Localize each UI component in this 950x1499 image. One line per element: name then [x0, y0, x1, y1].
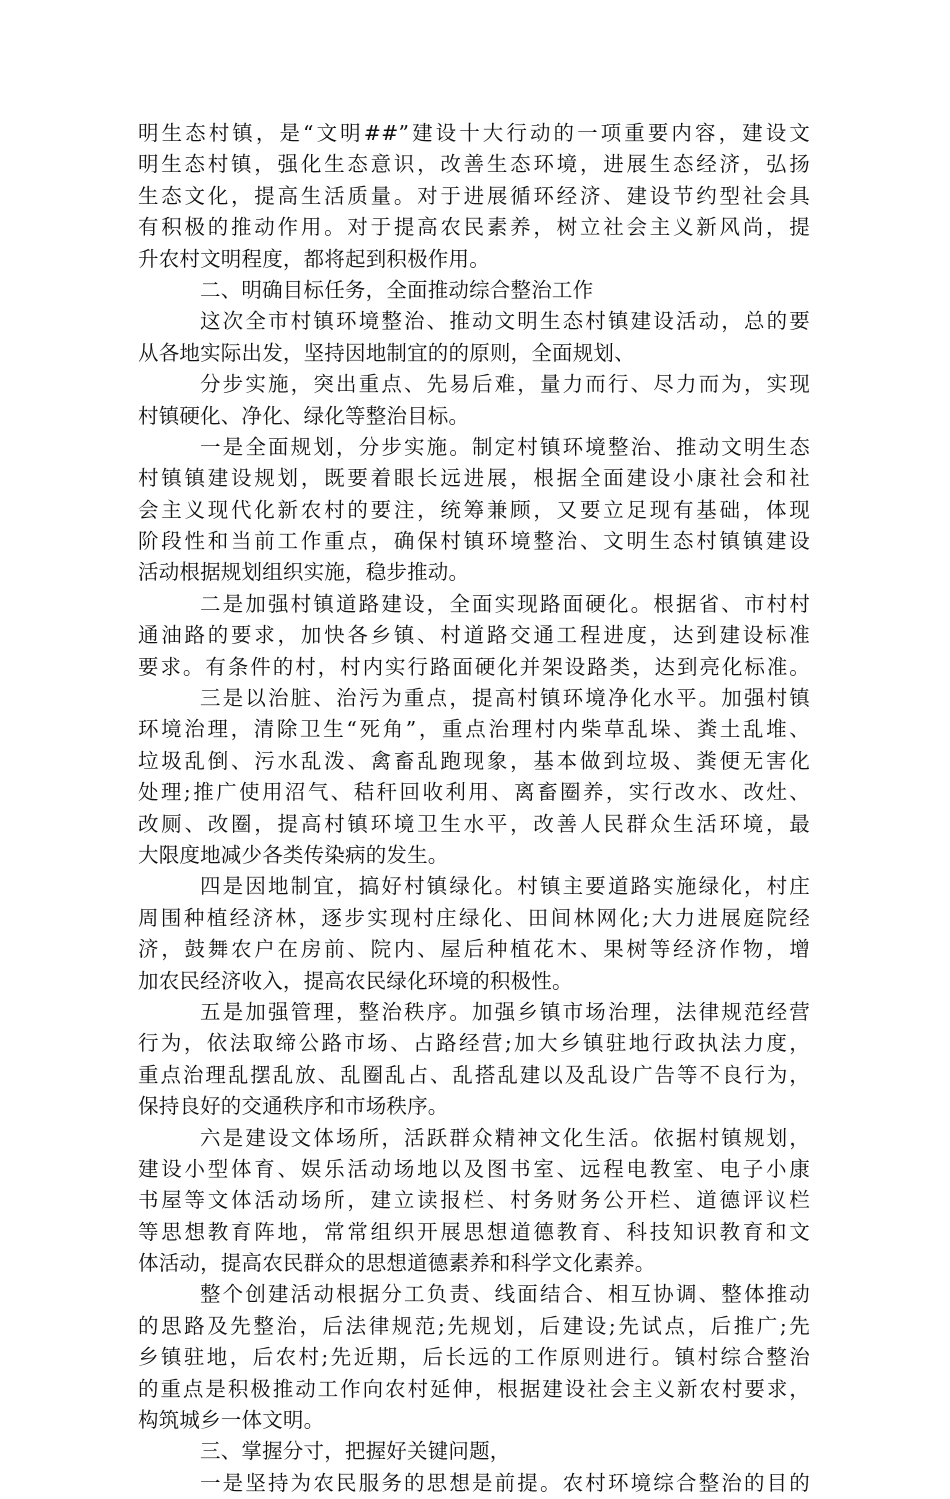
text-line: 建设小型体育、娱乐活动场地以及图书室、远程电教室、电子小康 [138, 1156, 810, 1181]
text-line: 济，鼓舞农户在房前、院内、屋后种植花木、果树等经济作物，增 [138, 937, 810, 962]
text-line: 处理;推广使用沼气、秸秆回收利用、离畜圈养，实行改水、改灶、 [138, 780, 810, 805]
text-line: 这次全市村镇环境整治、推动文明生态村镇建设活动，总的要 [200, 309, 810, 334]
text-line: 从各地实际出发，坚持因地制宜的的原则，全面规划、 [138, 340, 635, 365]
text-line: 六是建设文体场所，活跃群众精神文化生活。依据村镇规划， [200, 1125, 810, 1150]
text-line: 三、掌握分寸，把握好关键问题， [200, 1439, 511, 1464]
text-line: 生态文化，提高生活质量。对于进展循环经济、建设节约型社会具 [138, 183, 810, 208]
text-line: 活动根据规划组织实施，稳步推动。 [138, 560, 470, 585]
document-body [138, 118, 810, 1499]
text-line: 书屋等文体活动场所，建立读报栏、村务财务公开栏、道德评议栏 [138, 1188, 810, 1213]
text-line: 行为，依法取缔公路市场、占路经营;加大乡镇驻地行政执法力度， [138, 1031, 810, 1056]
text-line: 等思想教育阵地，常常组织开展思想道德教育、科技知识教育和文 [138, 1219, 810, 1244]
text-line: 周围种植经济林，逐步实现村庄绿化、田间林网化;大力进展庭院经 [138, 905, 810, 930]
text-line: 一是全面规划，分步实施。制定村镇环境整治、推动文明生态 [200, 434, 810, 459]
text-line: 二是加强村镇道路建设，全面实现路面硬化。根据省、市村村 [200, 591, 810, 616]
text-line: 四是因地制宜，搞好村镇绿化。村镇主要道路实施绿化，村庄 [200, 874, 810, 899]
text-line: 垃圾乱倒、污水乱泼、禽畜乱跑现象，基本做到垃圾、粪便无害化 [138, 748, 810, 773]
text-line: 重点治理乱摆乱放、乱圈乱占、乱搭乱建以及乱设广告等不良行为， [138, 1062, 810, 1087]
text-line: 的思路及先整治，后法律规范;先规划，后建设;先试点，后推广;先 [138, 1313, 810, 1338]
text-line: 三是以治脏、治污为重点，提高村镇环境净化水平。加强村镇 [200, 686, 810, 711]
text-line: 会主义现代化新农村的要注，统筹兼顾，又要立足现有基础，体现 [138, 497, 810, 522]
text-line: 改厕、改圈，提高村镇环境卫生水平，改善人民群众生活环境，最 [138, 811, 810, 836]
text-line: 阶段性和当前工作重点，确保村镇环境整治、文明生态村镇镇建设 [138, 529, 810, 554]
text-line: 明生态村镇，强化生态意识，改善生态环境，进展生态经济，弘扬 [138, 152, 810, 177]
text-line: 一是坚持为农民服务的思想是前提。农村环境综合整治的目的 [200, 1470, 810, 1495]
text-line: 通油路的要求，加快各乡镇、村道路交通工程进度，达到建设标准 [138, 623, 810, 648]
text-line: 体活动，提高农民群众的思想道德素养和科学文化素养。 [138, 1251, 656, 1276]
text-line: 的重点是积极推动工作向农村延伸，根据建设社会主义新农村要求， [138, 1376, 810, 1401]
text-line: 明生态村镇，是“文明##”建设十大行动的一项重要内容，建设文 [138, 121, 810, 145]
text-line: 构筑城乡一体文明。 [138, 1408, 325, 1433]
text-line: 要求。有条件的村，村内实行路面硬化并架设路类，达到亮化标准。 [138, 654, 810, 679]
text-line: 环境治理，清除卫生“死角”，重点治理村内柴草乱垛、粪土乱堆、 [138, 717, 810, 742]
text-line: 大限度地减少各类传染病的发生。 [138, 842, 449, 867]
text-line: 分步实施，突出重点、先易后难，量力而行、尽力而为，实现 [200, 372, 810, 397]
text-line: 乡镇驻地，后农村;先近期，后长远的工作原则进行。镇村综合整治 [138, 1345, 810, 1370]
text-line: 村镇硬化、净化、绿化等整治目标。 [138, 403, 470, 428]
text-line: 升农村文明程度，都将起到积极作用。 [138, 246, 490, 271]
text-line: 加农民经济收入，提高农民绿化环境的积极性。 [138, 968, 573, 993]
text-line: 五是加强管理，整治秩序。加强乡镇市场治理，法律规范经营 [200, 999, 810, 1024]
text-line: 保持良好的交通秩序和市场秩序。 [138, 1094, 449, 1119]
text-line: 村镇镇建设规划，既要着眼长远进展，根据全面建设小康社会和社 [138, 466, 810, 491]
text-line: 二、明确目标任务，全面推动综合整治工作 [200, 277, 594, 302]
text-line: 有积极的推动作用。对于提高农民素养，树立社会主义新风尚，提 [138, 215, 810, 240]
text-line: 整个创建活动根据分工负责、线面结合、相互协调、整体推动 [200, 1282, 810, 1307]
